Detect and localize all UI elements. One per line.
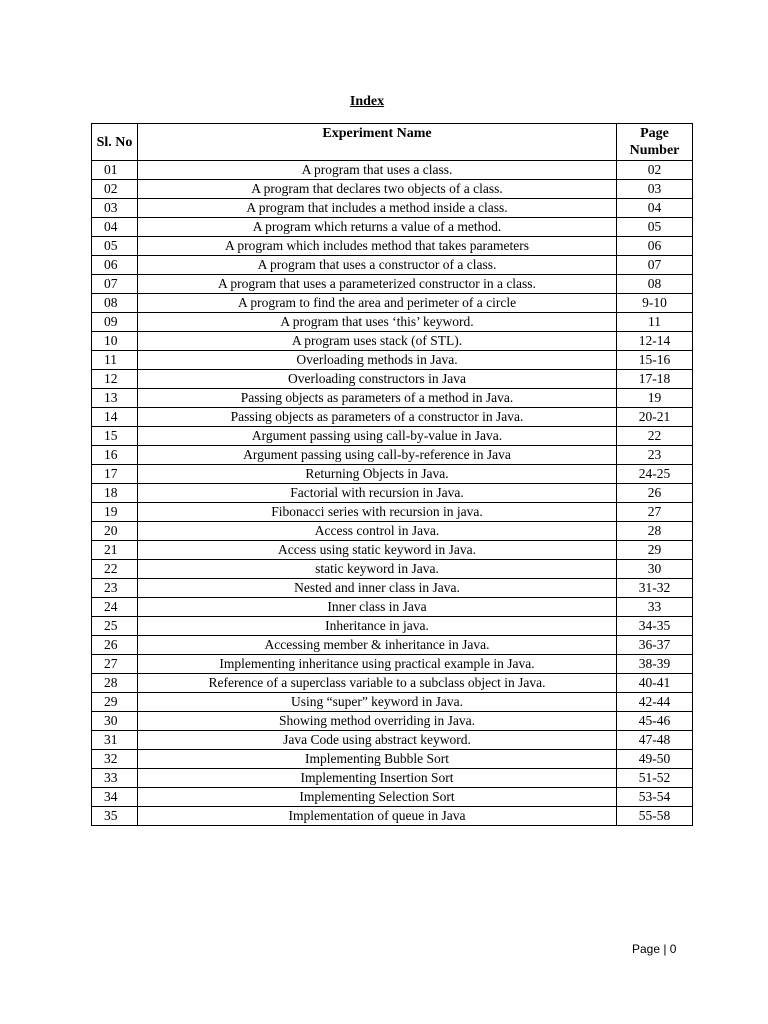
table-row (92, 237, 693, 256)
row-sl-no: 25 (92, 617, 138, 636)
table-row (92, 256, 693, 275)
row-experiment-name: Access control in Java. (138, 522, 617, 541)
row-page-number: 31-32 (617, 579, 693, 598)
row-sl-no: 17 (92, 465, 138, 484)
table-row (92, 579, 693, 598)
table-row (92, 465, 693, 484)
row-sl-no: 29 (92, 693, 138, 712)
row-page-number: 05 (617, 218, 693, 237)
table-row (92, 275, 693, 294)
row-experiment-name: Using “super” keyword in Java. (138, 693, 617, 712)
row-experiment-name: Accessing member & inheritance in Java. (138, 636, 617, 655)
row-sl-no: 32 (92, 750, 138, 769)
table-row (92, 598, 693, 617)
table-row (92, 693, 693, 712)
page-footer: Page | 0 (632, 942, 677, 956)
row-sl-no: 10 (92, 332, 138, 351)
table-row (92, 484, 693, 503)
table-row (92, 617, 693, 636)
row-experiment-name: A program that uses a class. (138, 161, 617, 180)
row-experiment-name: Implementing Insertion Sort (138, 769, 617, 788)
row-page-number: 30 (617, 560, 693, 579)
table-row (92, 370, 693, 389)
table-row (92, 731, 693, 750)
row-sl-no: 05 (92, 237, 138, 256)
row-page-number: 24-25 (617, 465, 693, 484)
row-experiment-name: Implementing Selection Sort (138, 788, 617, 807)
row-sl-no: 22 (92, 560, 138, 579)
row-page-number: 29 (617, 541, 693, 560)
row-experiment-name: A program that uses a constructor of a class. (138, 256, 617, 275)
table-row (92, 446, 693, 465)
row-page-number: 22 (617, 427, 693, 446)
table-row (92, 560, 693, 579)
table-row (92, 294, 693, 313)
row-page-number: 47-48 (617, 731, 693, 750)
table-row (92, 427, 693, 446)
row-experiment-name: A program which includes method that takes parameters (138, 237, 617, 256)
table-row (92, 199, 693, 218)
table-header-row (92, 124, 693, 161)
row-experiment-name: Argument passing using call-by-reference in Java (138, 446, 617, 465)
row-page-number: 42-44 (617, 693, 693, 712)
row-sl-no: 09 (92, 313, 138, 332)
row-page-number: 02 (617, 161, 693, 180)
row-sl-no: 16 (92, 446, 138, 465)
row-experiment-name: Fibonacci series with recursion in java. (138, 503, 617, 522)
row-page-number: 11 (617, 313, 693, 332)
table-row (92, 408, 693, 427)
row-experiment-name: Inheritance in java. (138, 617, 617, 636)
row-sl-no: 03 (92, 199, 138, 218)
row-sl-no: 06 (92, 256, 138, 275)
table-row (92, 351, 693, 370)
row-page-number: 36-37 (617, 636, 693, 655)
row-experiment-name: Argument passing using call-by-value in Java. (138, 427, 617, 446)
row-sl-no: 11 (92, 351, 138, 370)
table-row (92, 636, 693, 655)
row-experiment-name: Nested and inner class in Java. (138, 579, 617, 598)
row-sl-no: 02 (92, 180, 138, 199)
table-row (92, 750, 693, 769)
row-page-number: 03 (617, 180, 693, 199)
row-experiment-name: A program which returns a value of a method. (138, 218, 617, 237)
row-page-number: 9-10 (617, 294, 693, 313)
row-page-number: 19 (617, 389, 693, 408)
row-page-number: 38-39 (617, 655, 693, 674)
row-sl-no: 13 (92, 389, 138, 408)
row-page-number: 27 (617, 503, 693, 522)
row-sl-no: 12 (92, 370, 138, 389)
row-experiment-name: Passing objects as parameters of a constructor in Java. (138, 408, 617, 427)
row-experiment-name: A program to find the area and perimeter of a circle (138, 294, 617, 313)
row-experiment-name: Returning Objects in Java. (138, 465, 617, 484)
row-sl-no: 28 (92, 674, 138, 693)
row-experiment-name: Showing method overriding in Java. (138, 712, 617, 731)
row-page-number: 53-54 (617, 788, 693, 807)
row-sl-no: 18 (92, 484, 138, 503)
row-sl-no: 07 (92, 275, 138, 294)
row-page-number: 33 (617, 598, 693, 617)
row-sl-no: 23 (92, 579, 138, 598)
row-experiment-name: Implementing Bubble Sort (138, 750, 617, 769)
table-row (92, 218, 693, 237)
table-row (92, 807, 693, 826)
row-page-number: 07 (617, 256, 693, 275)
row-sl-no: 08 (92, 294, 138, 313)
row-page-number: 55-58 (617, 807, 693, 826)
index-table (91, 123, 693, 826)
row-page-number: 17-18 (617, 370, 693, 389)
row-page-number: 45-46 (617, 712, 693, 731)
row-experiment-name: A program uses stack (of STL). (138, 332, 617, 351)
row-sl-no: 15 (92, 427, 138, 446)
row-page-number: 28 (617, 522, 693, 541)
table-row (92, 332, 693, 351)
row-page-number: 49-50 (617, 750, 693, 769)
row-sl-no: 34 (92, 788, 138, 807)
row-experiment-name: Reference of a superclass variable to a subclass object in Java. (138, 674, 617, 693)
row-page-number: 20-21 (617, 408, 693, 427)
table-row (92, 313, 693, 332)
row-sl-no: 31 (92, 731, 138, 750)
table-row (92, 503, 693, 522)
row-sl-no: 33 (92, 769, 138, 788)
table-row (92, 674, 693, 693)
row-page-number: 34-35 (617, 617, 693, 636)
row-experiment-name: Passing objects as parameters of a method in Java. (138, 389, 617, 408)
row-sl-no: 30 (92, 712, 138, 731)
row-page-number: 51-52 (617, 769, 693, 788)
row-experiment-name: A program that uses a parameterized constructor in a class. (138, 275, 617, 294)
row-sl-no: 26 (92, 636, 138, 655)
table-row (92, 769, 693, 788)
table-row (92, 180, 693, 199)
row-sl-no: 20 (92, 522, 138, 541)
row-experiment-name: Overloading methods in Java. (138, 351, 617, 370)
row-sl-no: 04 (92, 218, 138, 237)
table-row (92, 712, 693, 731)
header-sl-no: Sl. No (92, 124, 138, 161)
row-sl-no: 19 (92, 503, 138, 522)
row-sl-no: 14 (92, 408, 138, 427)
row-page-number: 06 (617, 237, 693, 256)
row-experiment-name: A program that includes a method inside a class. (138, 199, 617, 218)
row-page-number: 40-41 (617, 674, 693, 693)
row-page-number: 04 (617, 199, 693, 218)
table-row (92, 655, 693, 674)
row-page-number: 08 (617, 275, 693, 294)
row-page-number: 26 (617, 484, 693, 503)
row-experiment-name: Implementing inheritance using practical example in Java. (138, 655, 617, 674)
row-sl-no: 01 (92, 161, 138, 180)
row-sl-no: 21 (92, 541, 138, 560)
row-sl-no: 27 (92, 655, 138, 674)
table-row (92, 522, 693, 541)
row-experiment-name: Access using static keyword in Java. (138, 541, 617, 560)
header-page-number: Page Number (617, 124, 693, 161)
row-page-number: 23 (617, 446, 693, 465)
table-row (92, 161, 693, 180)
row-experiment-name: A program that uses ‘this’ keyword. (138, 313, 617, 332)
row-experiment-name: static keyword in Java. (138, 560, 617, 579)
row-sl-no: 24 (92, 598, 138, 617)
table-body (92, 161, 693, 826)
header-experiment-name: Experiment Name (138, 124, 617, 161)
table-row (92, 541, 693, 560)
row-page-number: 15-16 (617, 351, 693, 370)
table-row (92, 389, 693, 408)
row-experiment-name: A program that declares two objects of a class. (138, 180, 617, 199)
row-sl-no: 35 (92, 807, 138, 826)
row-experiment-name: Factorial with recursion in Java. (138, 484, 617, 503)
table-row (92, 788, 693, 807)
page-title: Index (349, 94, 385, 109)
row-experiment-name: Inner class in Java (138, 598, 617, 617)
row-experiment-name: Java Code using abstract keyword. (138, 731, 617, 750)
row-page-number: 12-14 (617, 332, 693, 351)
row-experiment-name: Overloading constructors in Java (138, 370, 617, 389)
row-experiment-name: Implementation of queue in Java (138, 807, 617, 826)
